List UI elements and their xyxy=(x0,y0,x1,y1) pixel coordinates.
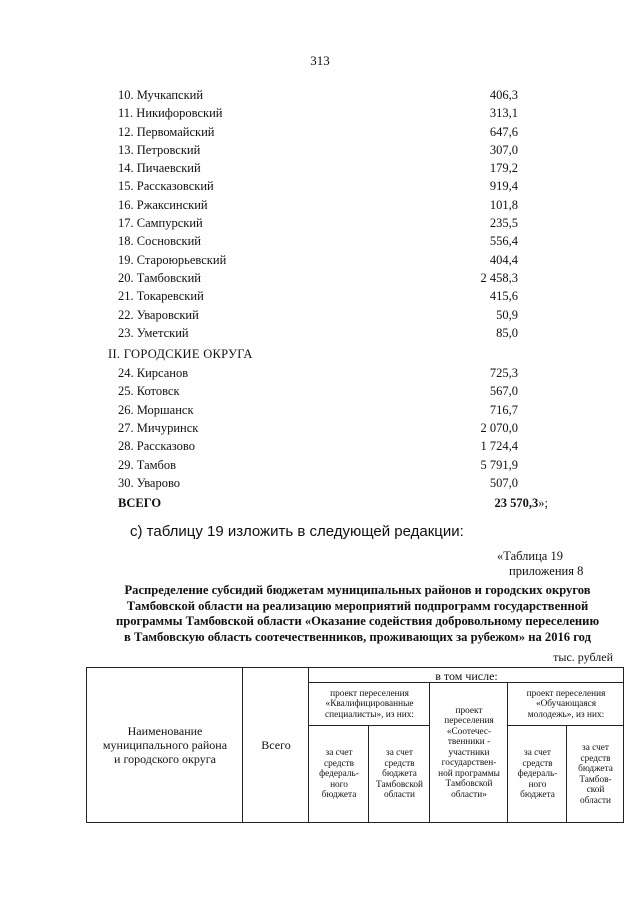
group-line: государствен- xyxy=(441,758,497,769)
sub-federal-youth-header xyxy=(507,725,567,823)
row-name: 24. Кирсанов xyxy=(118,366,189,381)
row-value: 725,3 xyxy=(489,366,518,381)
title-line: программы Тамбовской области «Оказание содействия добровольному переселению xyxy=(115,614,600,628)
row-name: 30. Уварово xyxy=(118,475,181,490)
row-value: 716,7 xyxy=(489,402,518,417)
sub-line: области xyxy=(383,790,416,801)
sub-line: бюджета xyxy=(520,790,555,801)
table-title xyxy=(90,583,625,645)
list-item xyxy=(118,251,518,269)
sub-line: ской xyxy=(586,785,605,795)
sub-line: средств xyxy=(323,758,355,769)
row-name: 19. Староюрьевский xyxy=(118,252,227,267)
sub-line: федераль- xyxy=(517,769,558,780)
sub-line: федераль- xyxy=(319,769,359,780)
total-suffix: »; xyxy=(538,496,548,511)
row-value: 2 458,3 xyxy=(480,270,518,285)
row-value: 404,4 xyxy=(489,252,518,267)
sub-line: средств xyxy=(384,758,415,769)
sub-line: области xyxy=(579,795,612,806)
group-line: переселения xyxy=(444,716,494,727)
row-value: 2 070,0 xyxy=(480,421,518,436)
row-name: 17. Сампурский xyxy=(118,216,203,231)
district-rows xyxy=(118,86,518,342)
row-value: 101,8 xyxy=(489,197,518,212)
sub-line: бюджета xyxy=(578,764,613,774)
list-item xyxy=(118,382,518,400)
sub-line: ного xyxy=(330,779,348,790)
units-label: тыс. рублей xyxy=(553,650,613,664)
row-name: 14. Пичаевский xyxy=(118,161,201,176)
list-item xyxy=(118,104,518,122)
row-name: 12. Первомайский xyxy=(118,124,215,139)
group-line: проект xyxy=(455,705,483,716)
group-youth-header xyxy=(507,682,624,726)
sub-line: Тамбов- xyxy=(579,774,612,785)
subsidy-list xyxy=(108,86,548,513)
list-item xyxy=(118,364,518,382)
group-qualified-header xyxy=(308,682,430,726)
row-name: 21. Токаревский xyxy=(118,289,204,304)
row-value: 507,0 xyxy=(489,475,518,490)
sub-line: за счет xyxy=(386,748,413,759)
row-value: 919,4 xyxy=(489,179,518,194)
sub-line: за счет xyxy=(524,748,551,759)
sub-line: за счет xyxy=(582,743,609,753)
row-name: 15. Рассказовский xyxy=(118,179,214,194)
group-line: твенники - xyxy=(447,737,491,748)
group-line: области» xyxy=(451,789,487,800)
list-item xyxy=(118,123,518,141)
row-name: 16. Ржаксинский xyxy=(118,197,208,212)
col-total-header: Всего xyxy=(242,667,309,822)
list-item xyxy=(118,177,518,195)
group-line: «Обучающаяся xyxy=(535,699,597,710)
city-rows xyxy=(118,364,518,492)
row-value: 179,2 xyxy=(489,161,518,176)
title-line: в Тамбовскую область соотечественников, проживающих за рубежом» на 2016 год xyxy=(124,629,591,644)
sub-line: Тамбовской xyxy=(376,779,423,790)
sub-line: бюджета xyxy=(382,769,417,780)
row-value: 406,3 xyxy=(489,88,518,102)
row-name: 11. Никифоровский xyxy=(118,106,223,121)
list-item xyxy=(118,324,518,342)
table-caption xyxy=(497,549,583,579)
list-item xyxy=(118,401,518,419)
total-label: ВСЕГО xyxy=(118,496,162,511)
table-caption-line: приложения 8 xyxy=(509,564,584,578)
col-name-line: Наименование xyxy=(127,724,203,738)
sub-line: средств xyxy=(580,753,611,764)
sub-line: ного xyxy=(528,779,547,790)
list-item xyxy=(118,86,518,104)
sub-federal-header xyxy=(308,725,369,823)
row-name: 18. Сосновский xyxy=(118,234,201,249)
row-value: 556,4 xyxy=(489,234,518,249)
sub-regional-youth-header xyxy=(566,725,624,823)
sub-line: средств xyxy=(522,758,553,769)
row-value: 50,9 xyxy=(496,307,518,322)
list-item xyxy=(118,269,518,287)
group-line: участники xyxy=(448,747,490,758)
total-value: 23 570,3 xyxy=(494,496,539,511)
group-line: «Квалифицированные xyxy=(325,699,414,710)
list-item xyxy=(118,196,518,214)
row-name: 10. Мучкапский xyxy=(118,88,204,102)
group-line: «Соотечес- xyxy=(446,726,492,737)
list-item xyxy=(118,141,518,159)
list-item xyxy=(118,287,518,305)
group-line: специалисты», из них: xyxy=(325,709,414,720)
list-item xyxy=(118,159,518,177)
row-name: 28. Рассказово xyxy=(118,439,195,454)
group-line: проект переселения xyxy=(330,688,409,699)
row-name: 29. Тамбов xyxy=(118,457,177,472)
row-name: 13. Петровский xyxy=(118,142,201,157)
row-value: 647,6 xyxy=(489,124,518,139)
row-value: 1 724,4 xyxy=(480,439,518,454)
row-value: 415,6 xyxy=(489,289,518,304)
subsidy-table-header xyxy=(86,667,624,823)
title-line: Распределение субсидий бюджетам муниципальных районов и городских округов xyxy=(124,583,591,597)
row-value: 313,1 xyxy=(489,106,518,121)
list-item xyxy=(118,232,518,250)
list-item xyxy=(118,437,518,455)
row-name: 25. Котовск xyxy=(118,384,180,399)
group-line: проект переселения xyxy=(526,688,606,699)
list-item xyxy=(118,306,518,324)
row-value: 235,5 xyxy=(489,216,518,231)
list-item xyxy=(118,214,518,232)
row-value: 567,0 xyxy=(489,384,518,399)
sub-regional-header xyxy=(368,725,430,823)
instruction-text: с) таблицу 19 изложить в следующей редакции: xyxy=(130,523,464,540)
row-value: 307,0 xyxy=(489,142,518,157)
col-name-line: муниципального района xyxy=(102,738,228,752)
group-line: Тамбовской xyxy=(445,779,493,790)
row-name: 22. Уваровский xyxy=(118,307,199,322)
col-name-line: и городского округа xyxy=(114,752,216,766)
list-item xyxy=(118,419,518,437)
row-name: 23. Уметский xyxy=(118,325,189,340)
title-line: Тамбовской области на реализацию мероприятий подпрограмм государственной xyxy=(126,598,589,613)
page-number: 313 xyxy=(310,53,330,68)
col-including-header: в том числе: xyxy=(308,667,624,683)
row-name: 27. Мичуринск xyxy=(118,421,199,436)
row-value: 85,0 xyxy=(496,325,518,340)
group-line: молодежь», из них: xyxy=(527,709,605,720)
total-row xyxy=(118,494,548,512)
row-name: 26. Моршанск xyxy=(118,402,194,417)
group-line: ной программы xyxy=(438,768,500,779)
sub-line: за счет xyxy=(325,748,353,759)
list-item xyxy=(118,474,518,492)
section-title: II. ГОРОДСКИЕ ОКРУГА xyxy=(108,347,253,362)
col-name-header xyxy=(86,667,243,822)
row-name: 20. Тамбовский xyxy=(118,270,201,285)
group-compatriots-header xyxy=(429,682,508,823)
table-caption-line: «Таблица 19 xyxy=(497,549,563,563)
row-value: 5 791,9 xyxy=(480,457,518,472)
sub-line: бюджета xyxy=(321,790,357,801)
total-value-wrap xyxy=(495,494,548,512)
list-item xyxy=(118,456,518,474)
